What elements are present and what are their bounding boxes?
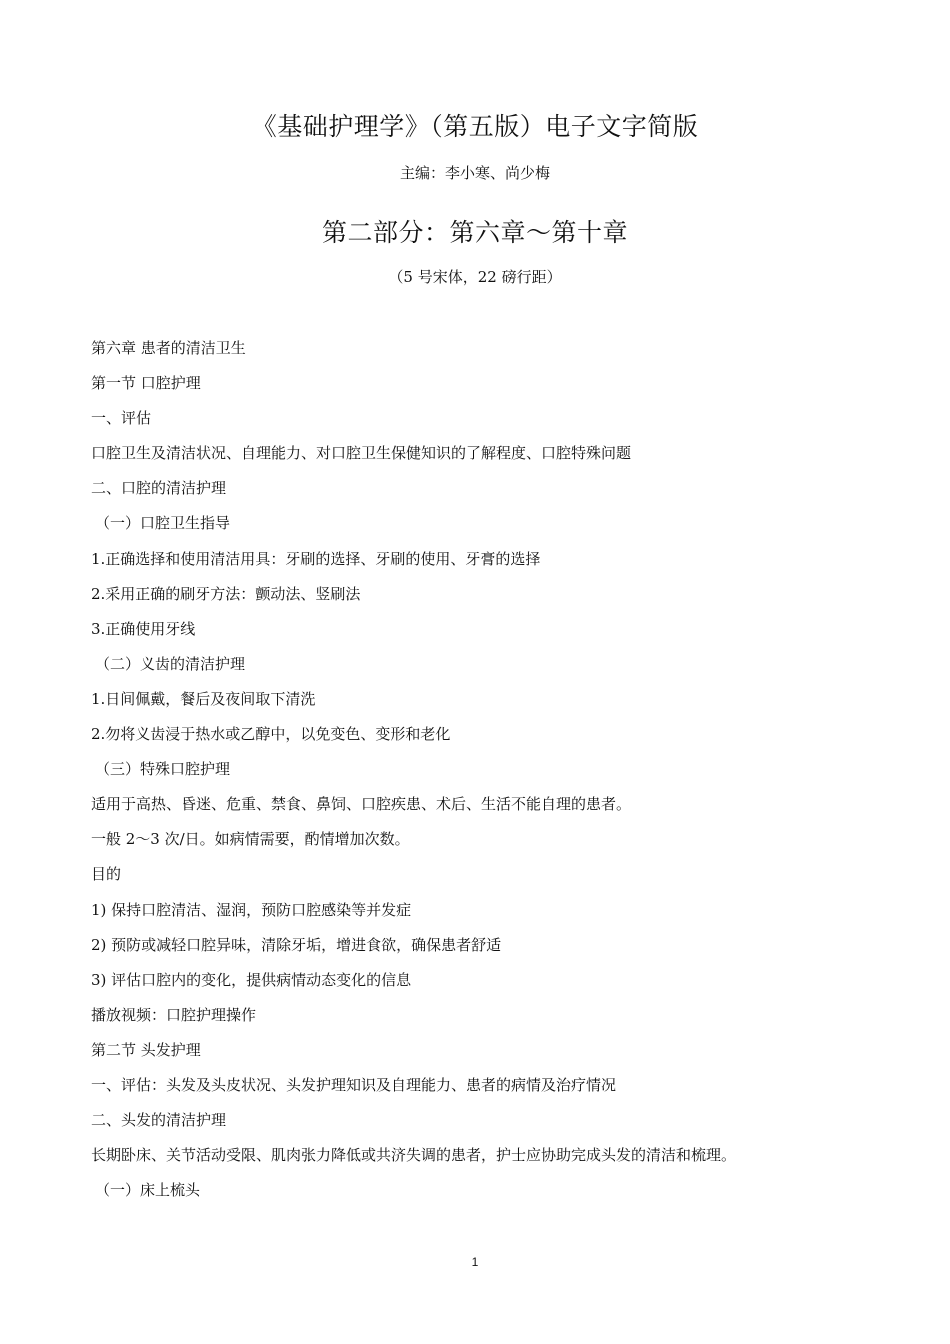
subsection-heading: 二、口腔的清洁护理 xyxy=(91,479,227,498)
section-heading: 第一节 口腔护理 xyxy=(91,374,201,393)
format-note: （5 号宋体，22 磅行距） xyxy=(388,268,562,286)
video-note: 播放视频：口腔护理操作 xyxy=(91,1005,257,1024)
subheading: （一）口腔卫生指导 xyxy=(95,514,231,533)
paragraph-line: 适用于高热、昏迷、危重、禁食、鼻饲、口腔疾患、术后、生活不能自理的患者。 xyxy=(91,795,632,814)
document-body xyxy=(91,337,871,1214)
paragraph-line: 目的 xyxy=(91,865,122,884)
list-item: 3.正确使用牙线 xyxy=(91,619,196,638)
list-item: 2.采用正确的刷牙方法：颤动法、竖刷法 xyxy=(91,584,361,603)
subheading: （一）床上梳头 xyxy=(95,1181,201,1200)
editors-line: 主编：李小寒、尚少梅 xyxy=(399,164,550,182)
chapter-heading: 第六章 患者的清洁卫生 xyxy=(91,339,246,357)
list-item: 3) 评估口腔内的变化，提供病情动态变化的信息 xyxy=(91,970,412,989)
subsection-heading: 二、头发的清洁护理 xyxy=(91,1111,227,1130)
section-heading: 第二节 头发护理 xyxy=(91,1040,201,1059)
list-item: 1.正确选择和使用清洁用具：牙刷的选择、牙刷的使用、牙膏的选择 xyxy=(91,549,541,568)
paragraph-line: 口腔卫生及清洁状况、自理能力、对口腔卫生保健知识的了解程度、口腔特殊问题 xyxy=(91,444,632,463)
paragraph-line: 一般 2～3 次/日。如病情需要，酌情增加次数。 xyxy=(91,830,410,849)
subsection-heading: 一、评估 xyxy=(91,409,152,428)
list-item: 1.日间佩戴，餐后及夜间取下清洗 xyxy=(91,689,316,708)
document-title: 《基础护理学》（第五版）电子文字简版 xyxy=(251,112,699,141)
part-title: 第二部分：第六章～第十章 xyxy=(321,218,628,247)
paragraph-line: 一、评估：头发及头皮状况、头发护理知识及自理能力、患者的病情及治疗情况 xyxy=(91,1075,617,1094)
page-number: 1 xyxy=(471,1255,479,1269)
list-item: 1) 保持口腔清洁、湿润，预防口腔感染等并发症 xyxy=(91,900,412,919)
list-item: 2) 预防或减轻口腔异味，清除牙垢，增进食欲，确保患者舒适 xyxy=(91,935,502,954)
list-item: 2.勿将义齿浸于热水或乙醇中，以免变色、变形和老化 xyxy=(91,725,451,744)
paragraph-line: 长期卧床、关节活动受限、肌肉张力降低或共济失调的患者，护士应协助完成头发的清洁和梳理。 xyxy=(91,1146,737,1165)
subheading: （二）义齿的清洁护理 xyxy=(95,654,246,673)
subheading: （三）特殊口腔护理 xyxy=(95,760,231,779)
